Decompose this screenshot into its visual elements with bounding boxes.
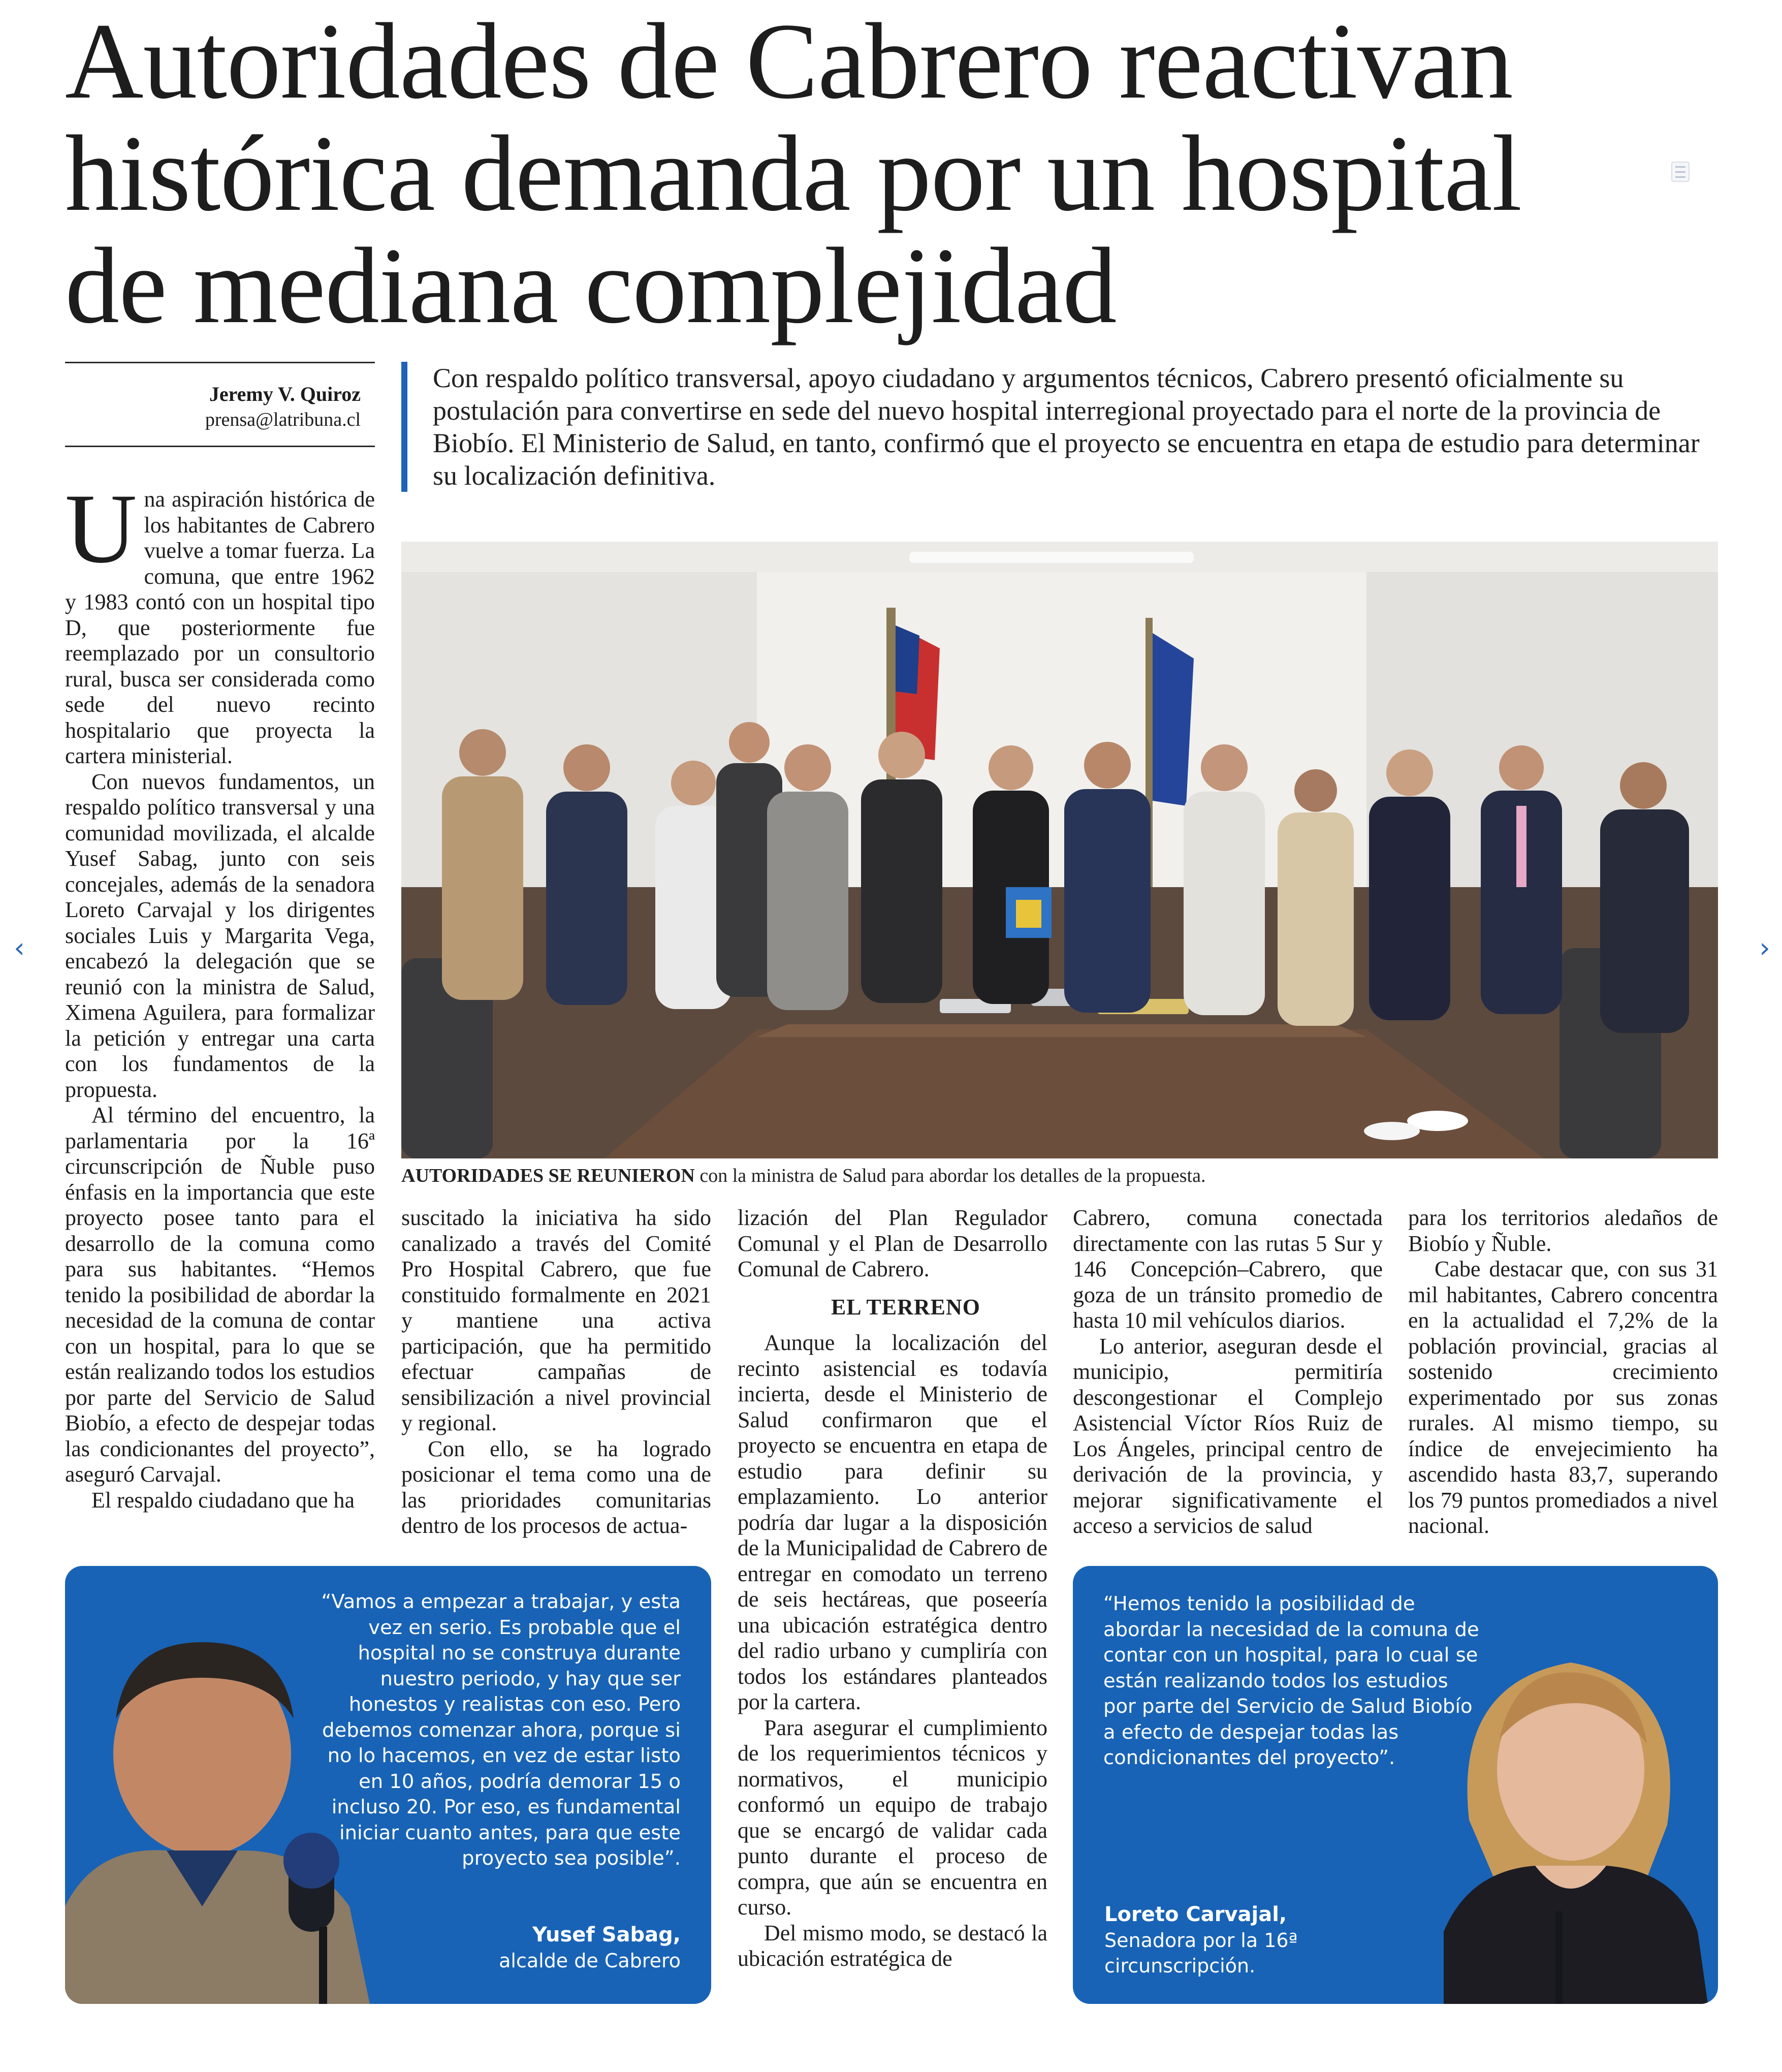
quote-text: “Vamos a empezar a trabajar, y esta vez en serio. Es probable que el hospital no se construya durante nuestro periodo, y hay que ser honestos y realistas con eso. Pero debemos comenzar ahora, porque si no lo hacemos, en vez de estar listo en 10 años, podría demorar 15 o incluso 20. Por eso, es fundamental iniciar cuanto antes, para que este proyecto sea posible”. bbox=[321, 1590, 681, 1870]
drop-cap: U bbox=[65, 474, 137, 584]
body-paragraph: Para asegurar el cumplimiento de los requerimientos técnicos y normativos, el municipio conformó un equipo de trabajo que se encargó de validar cada punto durante el proceso de compra, que aún se encuentra en curso. bbox=[738, 1715, 1047, 1920]
lead-paragraph: Con respaldo político transversal, apoyo ciudadano y argumentos técnicos, Cabrero presentó oficialmente su postulación para convertirse en sede del nuevo hospital interregional proyectado para el norte de la provincia de Biobío. El Ministerio de Salud, en tanto, confirmó que el proyecto se encuentra en etapa de estudio para determinar su localización definitiva. bbox=[401, 362, 1717, 492]
body-paragraph: para los territorios aledaños de Biobío y Ñuble. bbox=[1408, 1205, 1718, 1256]
body-paragraph: Cabe destacar que, con sus 31 mil habitantes, Cabrero concentra en la actualidad el 7,2% de la población provincial, gracias al sostenido crecimiento experimentado por sus zonas rurales. Al mismo tiempo, su índice de envejecimiento ha ascendido hasta 83,7, superando los 79 puntos promediados a nivel nacional. bbox=[1408, 1257, 1718, 1538]
notes-icon[interactable] bbox=[1671, 162, 1690, 182]
body-paragraph: Aunque la localización del recinto asistencial es todavía incierta, desde el Ministerio de Salud confirmaron que el proyecto se encuentra en etapa de estudio para definir su emplazamiento. Lo anterior podría dar lugar a la disposición de la Municipalidad de Cabrero de entregar en comodato un terreno de seis hectáreas, que poseería una ubicación estratégica dentro del radio urbano y cumpliría con todos los estándares planteados por la cartera. bbox=[738, 1330, 1047, 1714]
article-column-2 bbox=[401, 1205, 711, 1539]
body-paragraph: Al término del encuentro, la parlamentaria por la 16ª circunscripción de Ñuble puso énfasis en la importancia que este proyecto posee tanto para el desarrollo de la comuna como para sus habitantes. “Hemos tenido la posibilidad de abordar la necesidad de la comuna de contar con un hospital, para lo que se están realizando todos los estudios por parte del Servicio de Salud Biobío, a efecto de despejar todas las condicionantes del proyecto”, aseguró Carvajal. bbox=[65, 1103, 375, 1487]
body-paragraph: lización del Plan Regulador Comunal y el Plan de Desarrollo Comunal de Cabrero. bbox=[738, 1205, 1047, 1281]
body-paragraph: Del mismo modo, se destacó la ubicación estratégica de bbox=[738, 1920, 1047, 1971]
article-column-1 bbox=[65, 474, 375, 1513]
next-page-button[interactable]: › bbox=[1759, 932, 1770, 964]
headline bbox=[65, 1, 1701, 346]
section-subhead: EL TERRENO bbox=[831, 1294, 981, 1320]
body-paragraph: Lo anterior, aseguran desde el municipio, permitiría descongestionar el Complejo Asistencial Víctor Ríos Ruiz de Los Ángeles, principal centro de derivación de la provincia, y mejorar significativamente el acceso a servicios de salud bbox=[1073, 1333, 1383, 1538]
quote-author-role: Senadora por la 16ª circunscripción. bbox=[1104, 1929, 1298, 1977]
author-name: Jeremy V. Quiroz bbox=[209, 383, 361, 405]
quote-author-role: alcalde de Cabrero bbox=[499, 1950, 681, 1972]
previous-page-button[interactable]: ‹ bbox=[14, 932, 25, 964]
quote-author: Loreto Carvajal, bbox=[1104, 1903, 1287, 1926]
caption-lead: AUTORIDADES SE REUNIERON bbox=[401, 1165, 695, 1186]
meeting-photo-illustration bbox=[401, 542, 1718, 1158]
byline bbox=[65, 362, 375, 447]
body-paragraph: Una aspiración histórica de los habitantes de Cabrero vuelve a tomar fuerza. La comuna, que entre 1962 y 1983 contó con un hospital tipo D, que posteriormente fue reemplazado por un consultorio rural, busca ser considerada como sede del nuevo recinto hospitalario que proyecta la cartera ministerial. bbox=[65, 474, 375, 768]
headline-line: histórica demanda por un hospital bbox=[65, 113, 1522, 234]
headline-line: Autoridades de Cabrero reactivan bbox=[65, 1, 1513, 121]
quote-text: “Hemos tenido la posibilidad de abordar la necesidad de la comuna de contar con un hospital, para lo cual se están realizando todos los estudios por parte del Servicio de Salud Biobío a efecto de despejar todas las condicionantes del proyecto”. bbox=[1103, 1592, 1479, 1769]
body-paragraph: suscitado la iniciativa ha sido canalizado a través del Comité Pro Hospital Cabrero, que fue constituido formalmente en 2021 y mantiene una activa participación, que ha permitido efectuar campañas de sensibilización a nivel provincial y regional. bbox=[401, 1205, 711, 1435]
body-paragraph: Con nuevos fundamentos, un respaldo político transversal y una comunidad movilizada, el alcalde Yusef Sabag, junto con seis concejales, además de la senadora Loreto Carvajal y los dirigentes sociales Luis y Margarita Vega, encabezó la delegación que se reunió con la ministra de Salud, Ximena Aguilera, para formalizar la petición y entregar una carta con los fundamentos de la propuesta. bbox=[65, 769, 375, 1102]
meeting-photo bbox=[401, 542, 1718, 1158]
body-paragraph: Cabrero, comuna conectada directamente con las rutas 5 Sur y 146 Concepción–Cabrero, que goza de un tránsito promedio de hasta 10 mil vehículos diarios. bbox=[1073, 1205, 1383, 1333]
article-column-3 bbox=[738, 1205, 1047, 1972]
article-column-4 bbox=[1073, 1205, 1383, 1539]
body-paragraph: El respaldo ciudadano que ha bbox=[91, 1487, 355, 1513]
photo-caption bbox=[401, 1163, 1718, 1188]
quote-author: Yusef Sabag, bbox=[532, 1923, 681, 1947]
author-email: prensa@latribuna.cl bbox=[205, 409, 361, 430]
body-paragraph: Con ello, se ha logrado posicionar el tema como una de las prioridades comunitarias dentro de los procesos de actua- bbox=[401, 1436, 711, 1538]
headline-line: de mediana complejidad bbox=[65, 226, 1117, 346]
caption-text: con la ministra de Salud para abordar los detalles de la propuesta. bbox=[694, 1165, 1206, 1186]
quote-box-sabag bbox=[65, 1566, 711, 2004]
quote-box-carvajal bbox=[1073, 1566, 1718, 2004]
article-column-5 bbox=[1408, 1205, 1718, 1539]
